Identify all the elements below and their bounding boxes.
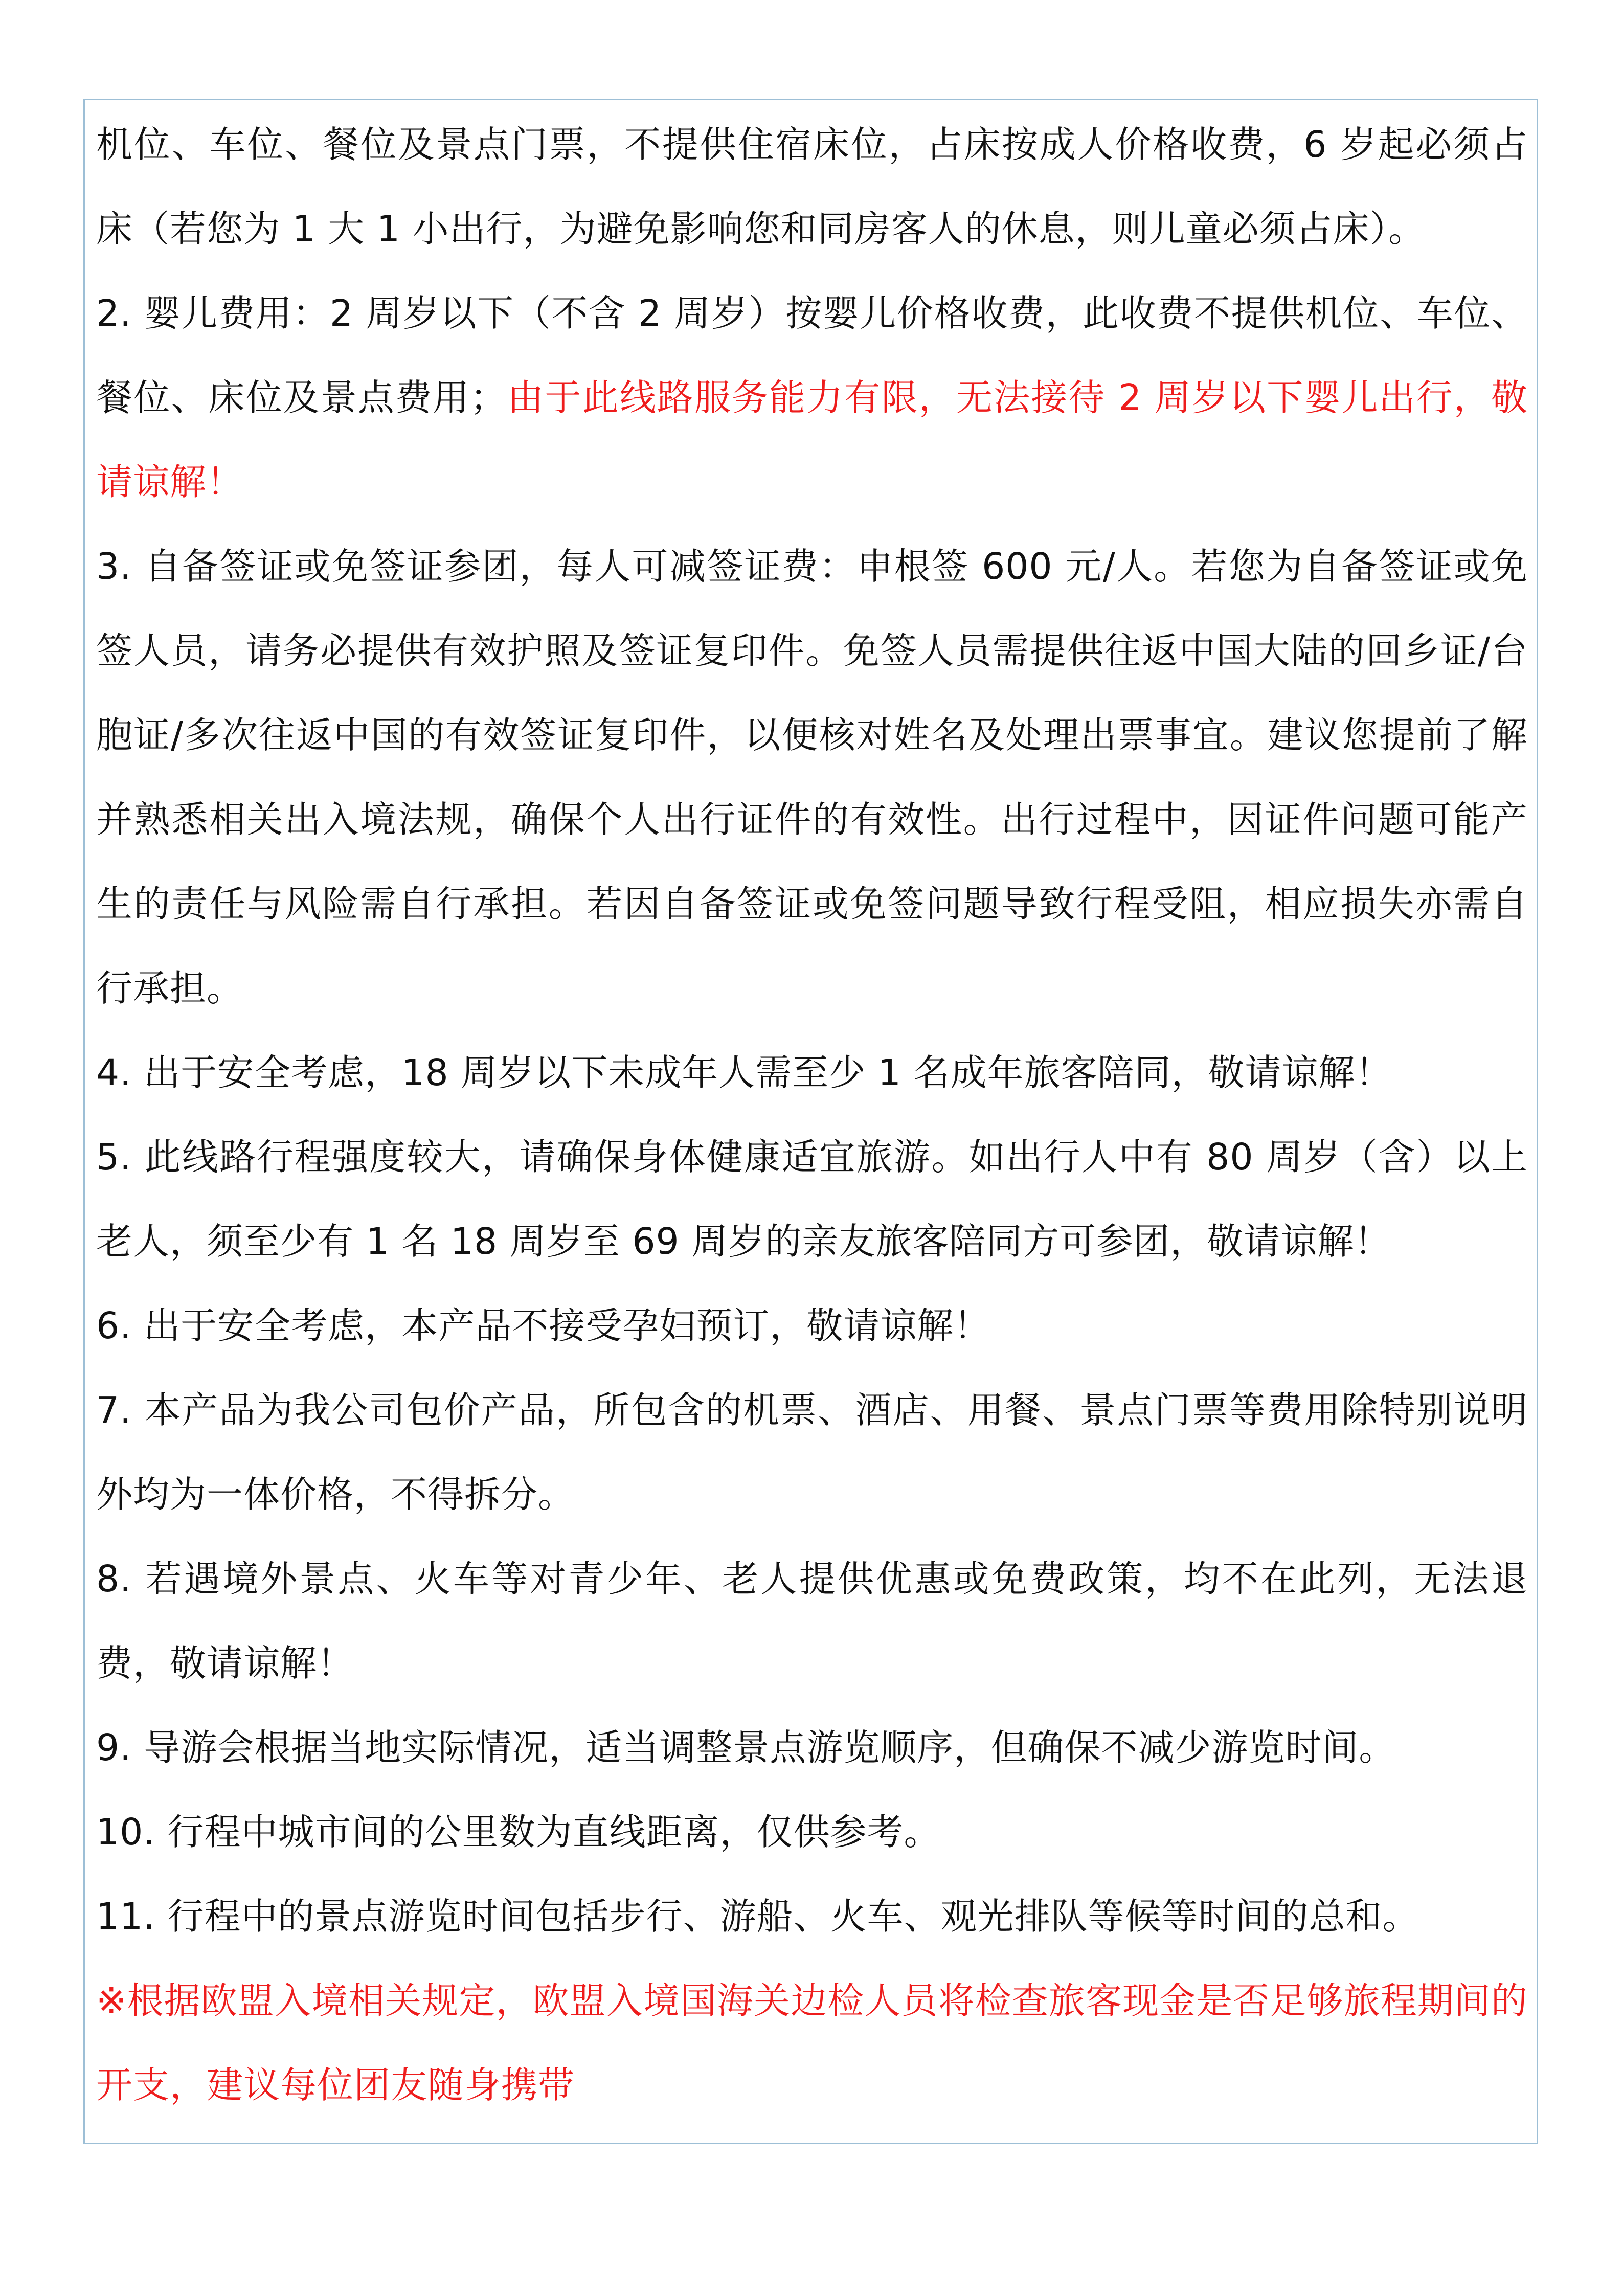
note-visa: 3. 自备签证或免签证参团，每人可减签证费：申根签 600 元/人。若您为自备签证或免签人员，请务必提供有效护照及签证复印件。免签人员需提供往返中国大陆的回乡证/台胞证/多次往返中国的有效签证复印件，以便核对姓名及处理出票事宜。建议您提前了解并熟悉相关出入境法规，确保个人出行证件的有效性。出行过程中，因证件问题可能产生的责任与风险需自行承担。若因自备签证或免签问题导致行程受阻，相应损失亦需自行承担。 <box>96 545 1528 1009</box>
note-discounts: 8. 若遇境外景点、火车等对青少年、老人提供优惠或免费政策，均不在此列，无法退费，敬请谅解！ <box>96 1558 1528 1684</box>
note-eu-cash-warning: ※根据欧盟入境相关规定，欧盟入境国海关边检人员将检查旅客现金是否足够旅程期间的开支，建议每位团友随身携带 <box>96 1979 1528 2106</box>
note-sightseeing-time: 11. 行程中的景点游览时间包括步行、游船、火车、观光排队等候等时间的总和。 <box>96 1895 1419 1938</box>
notes-content <box>96 102 1528 2127</box>
note-distance: 10. 行程中城市间的公里数为直线距离，仅供参考。 <box>96 1811 941 1853</box>
note-elderly: 5. 此线路行程强度较大，请确保身体健康适宜旅游。如出行人中有 80 周岁（含）以上老人，须至少有 1 名 18 周岁至 69 周岁的亲友旅客陪同方可参团，敬请谅解！ <box>96 1136 1528 1263</box>
note-infant-warning: 由于此线路服务能力有限，无法接待 2 周岁以下婴儿出行，敬请谅解！ <box>96 376 1528 503</box>
note-infant-fee <box>96 271 1528 524</box>
note-infant-fee-text: 2. 婴儿费用：2 周岁以下（不含 2 周岁）按婴儿价格收费，此收费不提供机位、车位、餐位、床位及景点费用； <box>96 292 1528 419</box>
note-minors: 4. 出于安全考虑，18 周岁以下未成年人需至少 1 名成年旅客陪同，敬请谅解！ <box>96 1051 1392 1094</box>
note-package-price: 7. 本产品为我公司包价产品，所包含的机票、酒店、用餐、景点门票等费用除特别说明外均为一体价格，不得拆分。 <box>96 1389 1528 1516</box>
note-guide-order: 9. 导游会根据当地实际情况，适当调整景点游览顺序，但确保不减少游览时间。 <box>96 1726 1396 1769</box>
note-pregnancy: 6. 出于安全考虑，本产品不接受孕妇预订，敬请谅解！ <box>96 1304 991 1347</box>
note-child-bed: 机位、车位、餐位及景点门票，不提供住宿床位，占床按成人价格收费，6 岁起必须占床（若您为 1 大 1 小出行，为避免影响您和同房客人的休息，则儿童必须占床）。 <box>96 123 1528 250</box>
